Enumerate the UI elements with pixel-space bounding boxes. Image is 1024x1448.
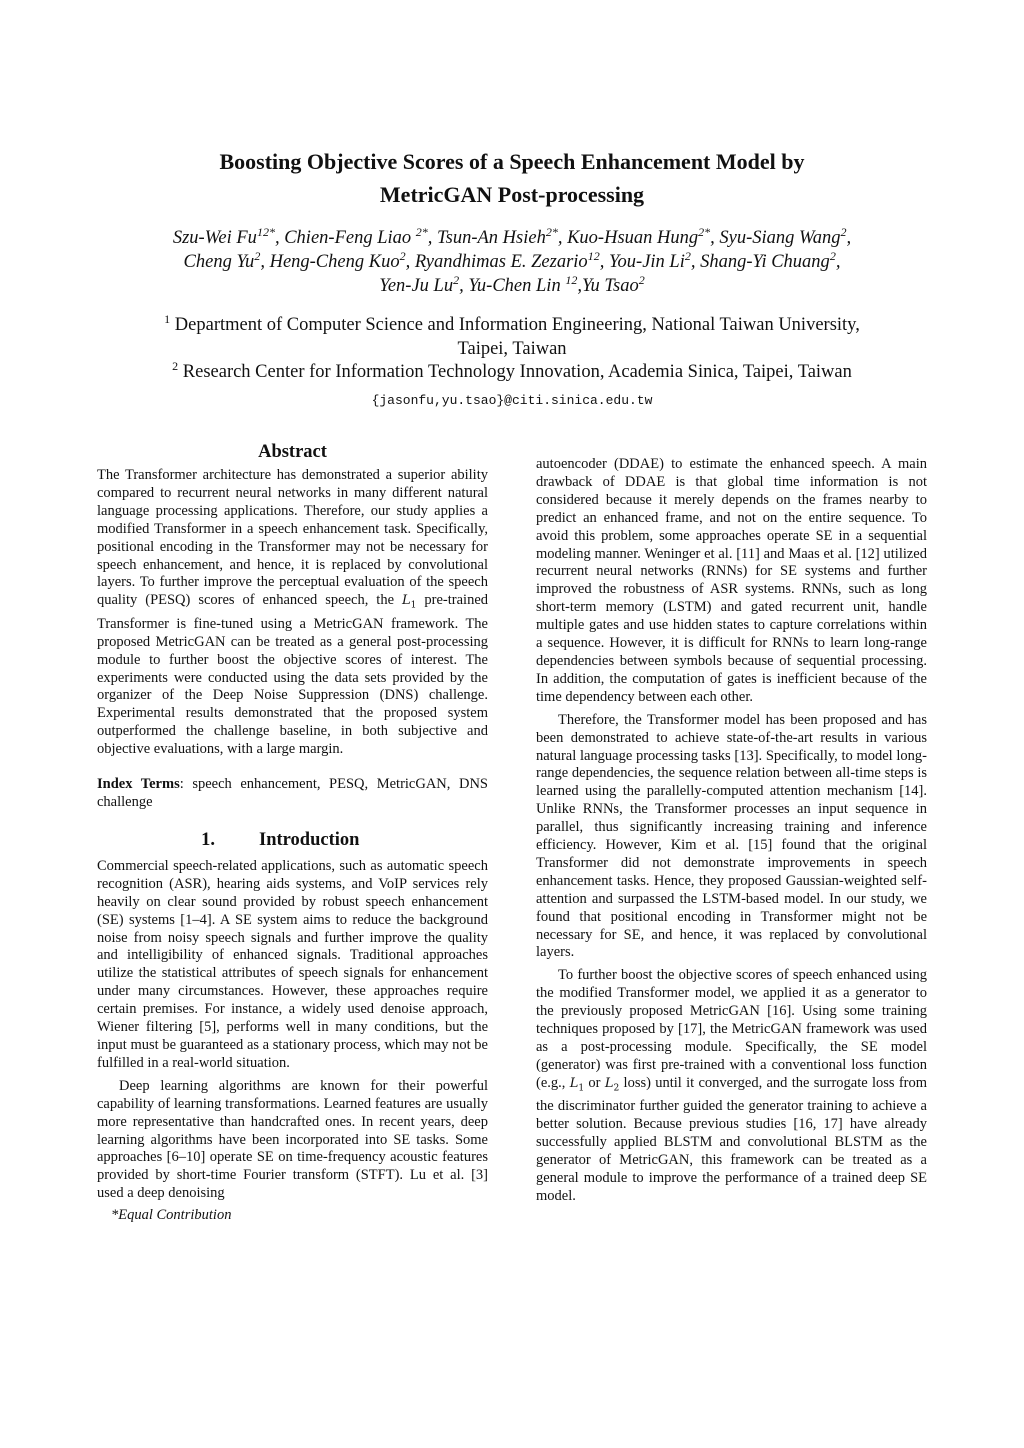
- author-name: Heng-Cheng Kuo: [269, 252, 400, 272]
- title-line-2: MetricGAN Post-processing: [379, 182, 645, 207]
- l1-symbol: [569, 1075, 585, 1094]
- affiliation-1-cont: Taipei, Taiwan: [457, 338, 567, 359]
- footnote: *Equal Contribution: [111, 1207, 232, 1224]
- author-list: [90, 226, 934, 298]
- author-name: Syu-Siang Wang: [719, 228, 841, 248]
- index-terms-label: Index Terms: [97, 776, 180, 793]
- right-paragraph-3-part-1: To further boost the objective scores of speech enhanced using the modified Transformer model, we applied it as a generator to the previously proposed MetricGAN [16]. Using some training techniques proposed by [17], the MetricGAN framework was used as a post-processing module. Specifically, the SE model (generator) was first pre-trained with a conventional loss function (e.g.,: [536, 967, 927, 1091]
- affiliation-text: Research Center for Information Technology Innovation, Academia Sinica, Taipei, Taiwan: [182, 362, 852, 382]
- author-name: Ryandhimas E. Zezario: [414, 252, 588, 272]
- author-affil-mark: 2*: [545, 224, 558, 239]
- index-terms: [97, 776, 488, 812]
- author-affil-mark: 2: [829, 248, 836, 263]
- author-name: Yu Tsao: [581, 276, 639, 296]
- author-name: Yen-Ju Lu: [379, 276, 454, 296]
- l2-letter: L: [604, 1075, 614, 1091]
- l1-symbol: [402, 593, 417, 611]
- affiliation-1: [60, 311, 964, 338]
- right-column: [536, 456, 927, 1206]
- right-paragraph-3-part-2: loss) until it converged, and the surrogate loss from the discriminator further guided the generator training to achieve a better solution. Because previous studies [16, 17] have already successfully applied BLSTM and convolutional BLSTM as the generator of MetricGAN, this framework can be treated as a general module to improve the performance of a trained deep SE model.: [536, 1074, 928, 1204]
- l1-letter: L: [402, 593, 411, 609]
- l1-subscript: 1: [578, 1083, 585, 1094]
- author-affil-mark: 12*: [256, 224, 275, 239]
- author-name: Cheng Yu: [183, 252, 255, 272]
- author-name: Chien-Feng Liao: [284, 228, 412, 248]
- author-name: You-Jin Li: [608, 252, 685, 272]
- author-line-3: Yen-Ju Lu$^2$, Yu-Chen Lin $^{12}$,Yu Tsao$^2$: [379, 272, 645, 296]
- author-affil-mark: 2: [684, 248, 691, 263]
- section-title: Introduction: [259, 829, 360, 850]
- affiliation-number: 1: [164, 311, 171, 326]
- l2-symbol: [604, 1075, 620, 1094]
- intro-paragraph-1: Commercial speech-related applications, such as automatic speech recognition (ASR), hearing aids systems, and VoIP services rely heavily on clear sound provided by robust speech enhancement (SE) systems [1–4]. A SE system aims to reduce the background noise from noisy speech signals and further improve the quality and intelligibility of enhanced signals. Traditional approaches utilize the statistical attributes of speech signals for enhancement under many circumstances. However, these approaches require certain premises. For instance, a widely used denoise approach, Wiener filtering [5], performs well in many conditions, but the input must be guaranteed as a stationary process, which may not be fulfilled in a real-world situation.: [97, 857, 488, 1071]
- author-affil-mark: 2: [453, 272, 460, 287]
- author-name: Szu-Wei Fu: [172, 228, 257, 248]
- affiliation-text: Department of Computer Science and Information Engineering, National Taiwan University,: [174, 315, 860, 335]
- intro-paragraph-2: Deep learning algorithms are known for their powerful capability of learning transformations. Learned features are usually more representative than handcrafted ones. In recent years, deep learning algorithms have been incorporated into SE tasks. Some approaches [6–10] operate SE on time-frequency acoustic features provided by short-time Fourier transform (STFT). Lu et al. [3] used a deep denoising: [97, 1077, 488, 1202]
- author-affil-mark: 2: [840, 224, 847, 239]
- affiliation-list: [60, 311, 964, 385]
- right-paragraph-3: [536, 967, 927, 1205]
- l1-subscript: 1: [410, 600, 417, 611]
- index-terms-text: : speech enhancement, PESQ, MetricGAN, DNS challenge: [97, 776, 488, 810]
- affiliation-2: [60, 358, 964, 385]
- author-line-1: Szu-Wei $Fu^{12*}$, Chien-Feng Liao $^{2*}$, Tsun-An Hsieh$^{2*}$, Kuo-Hsuan Hung$^{2*}$, Syu-Siang Wang$^2$,: [172, 224, 852, 248]
- author-affil-mark: 2: [399, 248, 406, 263]
- abstract-text: [97, 467, 488, 759]
- author-name: Kuo-Hsuan Hung: [567, 228, 699, 248]
- author-affil-mark: 12: [587, 248, 600, 263]
- l2-subscript: 2: [613, 1083, 620, 1094]
- author-affil-mark: 12: [565, 272, 578, 287]
- paper-title: [90, 145, 934, 211]
- or-word: or: [588, 1074, 601, 1091]
- right-paragraph-1: autoencoder (DDAE) to estimate the enhanced speech. A main drawback of DDAE is that global time information is not considered because it merely depends on the frames nearby to predict an enhanced frame, and not on the entire sequence. To avoid this problem, some approaches operate SE in a sequential modeling manner. Weninger et al. [11] and Maas et al. [12] utilized recurrent neural networks (RNNs) for SE systems and further improved the robustness of ASR systems. RNNs, such as long short-term memory (LSTM) and gated recurrent unit, handle multiple gates and use hidden states to capture correlations within a sequence. However, it is difficult for RNNs to learn long-range dependencies between symbols because of sequential processing. In addition, the computation of gates is inefficient because of the time dependency between each other.: [536, 456, 927, 705]
- affiliation-number: 2: [172, 358, 179, 373]
- left-column: [97, 440, 488, 1225]
- author-affil-mark: 2: [638, 272, 645, 287]
- author-affil-mark: 2: [254, 248, 261, 263]
- author-affil-mark: 2*: [415, 224, 428, 239]
- contact-email: {jasonfu,yu.tsao}@citi.sinica.edu.tw: [371, 393, 653, 408]
- title-line-1: Boosting Objective Scores of a Speech Enhancement Model by: [219, 149, 805, 174]
- abstract-heading: Abstract: [258, 442, 327, 462]
- author-name: Shang-Yi Chuang: [700, 252, 830, 272]
- section-number: 1.: [201, 829, 215, 850]
- author-name: Tsun-An Hsieh: [437, 228, 546, 248]
- abstract-text-part-1: The Transformer architecture has demonstrated a superior ability compared to recurrent neural networks in many different natural language processing applications. Therefore, our study applies a modified Transformer in a speech enhancement task. Specifically, positional encoding in the Transformer may not be necessary for speech enhancement, and hence, it is replaced by convolutional layers. To further improve the perceptual evaluation of the speech quality (PESQ) scores of enhanced speech, the: [97, 467, 488, 609]
- author-line-2: Cheng Yu$^2$, Heng-Cheng Kuo$^2$, Ryandhimas E. Zezario$^{12}$, You-Jin Li$^2$, Shang-Yi Chuang$^2$,: [183, 248, 841, 272]
- abstract-text-part-2: pre-trained Transformer is fine-tuned using a MetricGAN framework. The proposed MetricGAN can be treated as a general post-processing module to further boost the objective scores of interest. The experiments were conducted using the data sets provided by the organizer of the Deep Noise Suppression (DNS) challenge. Experimental results demonstrated that the proposed system outperformed the challenge baseline, in both subjective and objective evaluations, with a large margin.: [97, 592, 489, 758]
- author-affil-mark: 2*: [698, 224, 711, 239]
- right-paragraph-2: Therefore, the Transformer model has been proposed and has been demonstrated to achieve state-of-the-art results in various natural language processing tasks [13]. Specifically, to model long-range dependencies, the sequence relation between all-time steps is learned using the parallelly-computed attention mechanism [14]. Unlike RNNs, the Transformer processes an input sequence in parallel, thus significantly increasing training and inference efficiency. However, Kim et al. [15] found that the original Transformer did not demonstrate improvements in speech enhancement tasks. Hence, they proposed Gaussian-weighted self-attention and surpassed the LSTM-based model. In our study, we found that positional encoding in Transformer might not be necessary for SE, and hence, it was replaced by convolutional layers.: [536, 711, 927, 961]
- section-heading: [97, 828, 488, 852]
- author-name: Yu-Chen Lin: [468, 276, 561, 296]
- l1-letter: L: [569, 1075, 579, 1091]
